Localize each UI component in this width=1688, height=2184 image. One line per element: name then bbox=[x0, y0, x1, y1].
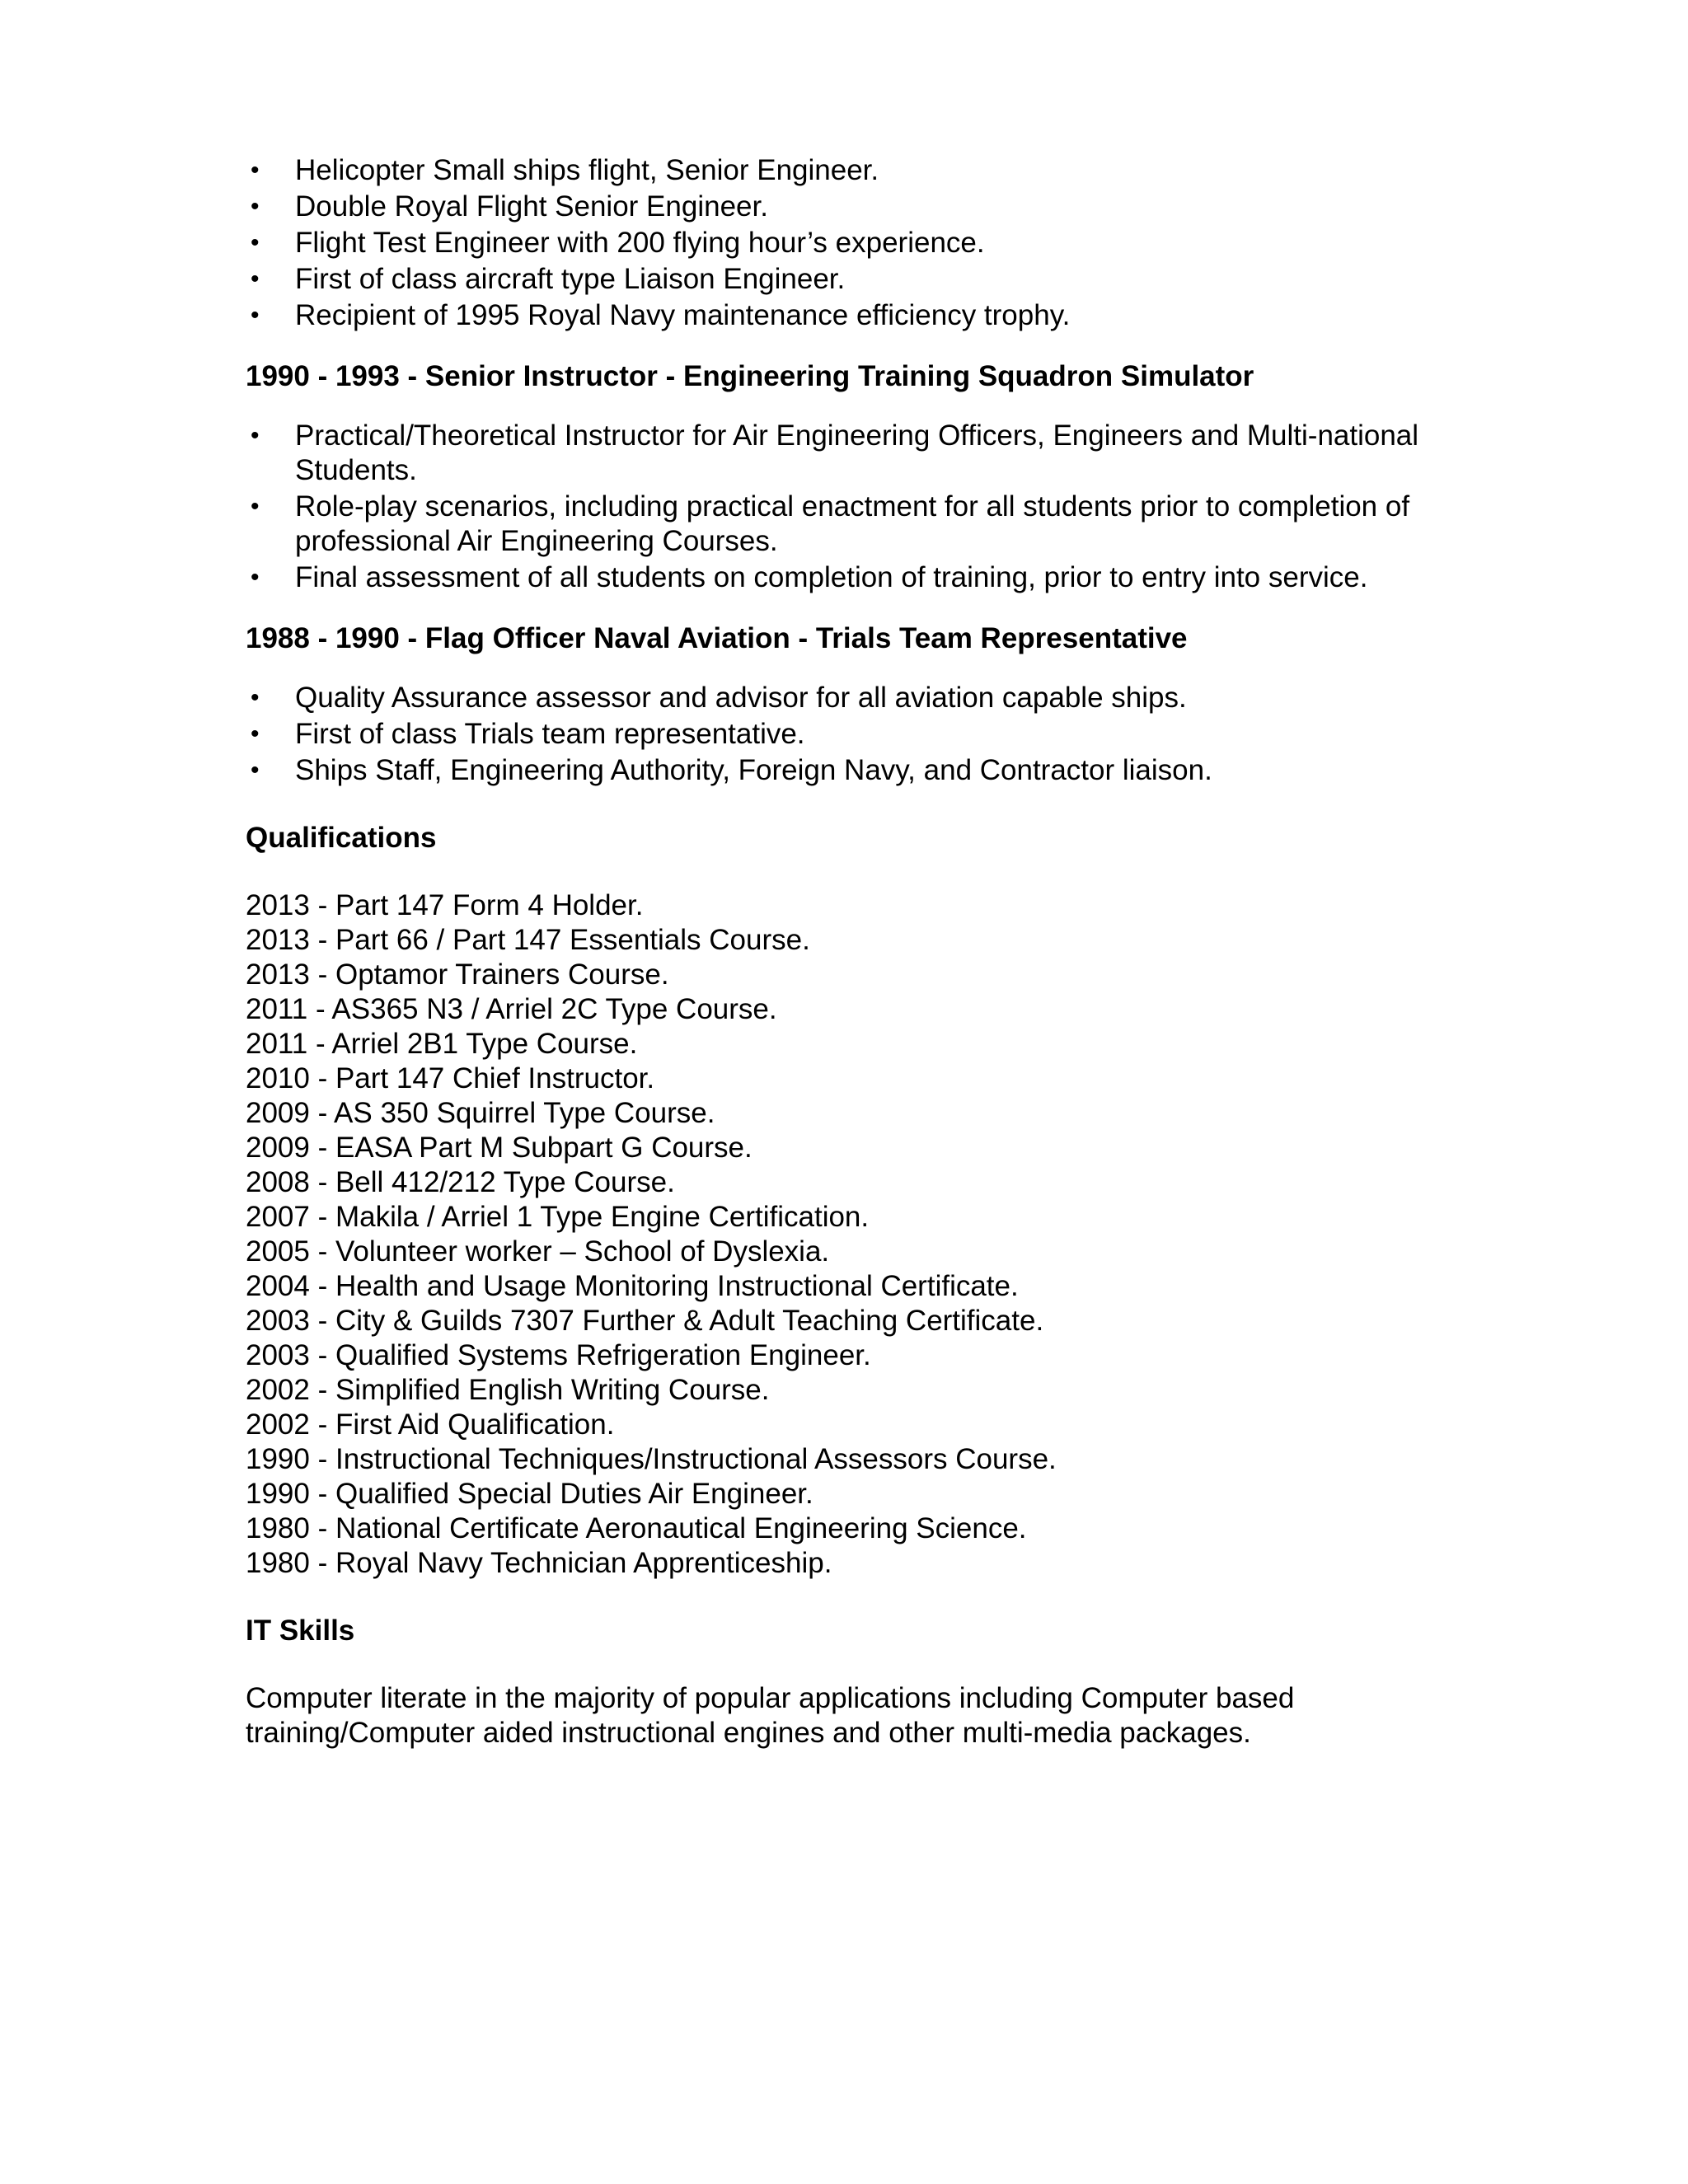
bullet-text: Recipient of 1995 Royal Navy maintenance efficiency trophy. bbox=[295, 299, 1071, 331]
bullet-text: Ships Staff, Engineering Authority, Foreign Navy, and Contractor liaison. bbox=[295, 754, 1212, 786]
qualification-item: 2008 - Bell 412/212 Type Course. bbox=[246, 1166, 675, 1198]
qualification-item: 1990 - Qualified Special Duties Air Engineer. bbox=[246, 1478, 814, 1510]
bullet-icon: • bbox=[251, 757, 260, 784]
qualification-item: 2009 - AS 350 Squirrel Type Course. bbox=[246, 1097, 715, 1129]
bullet-text: First of class Trials team representative. bbox=[295, 718, 805, 750]
list-item bbox=[246, 753, 1449, 788]
role-heading-1988: 1988 - 1990 - Flag Officer Naval Aviation - Trials Team Representative bbox=[246, 622, 1188, 654]
bullet-text: Practical/Theoretical Instructor for Air Engineering Officers, Engineers and Multi-national Students. bbox=[295, 419, 1419, 486]
bullet-text: Quality Assurance assessor and advisor for all aviation capable ships. bbox=[295, 682, 1187, 714]
qualification-item: 2011 - AS365 N3 / Arriel 2C Type Course. bbox=[246, 993, 777, 1025]
qualification-item: 2013 - Part 66 / Part 147 Essentials Course. bbox=[246, 924, 810, 956]
qualification-item: 1990 - Instructional Techniques/Instructional Assessors Course. bbox=[246, 1443, 1057, 1475]
list-item bbox=[246, 490, 1449, 559]
qualification-item: 2013 - Part 147 Form 4 Holder. bbox=[246, 889, 644, 921]
intro-bullet-list bbox=[246, 153, 1449, 333]
list-item bbox=[246, 560, 1449, 595]
qualification-item: 1980 - National Certificate Aeronautical Engineering Science. bbox=[246, 1512, 1027, 1544]
list-item bbox=[246, 262, 1449, 297]
bullet-icon: • bbox=[251, 422, 260, 449]
role-1988-bullet-list bbox=[246, 681, 1449, 788]
bullet-icon: • bbox=[251, 564, 260, 591]
bullet-icon: • bbox=[251, 684, 260, 711]
qualifications-list bbox=[246, 888, 1449, 1581]
qualification-item: 2007 - Makila / Arriel 1 Type Engine Certification. bbox=[246, 1201, 870, 1233]
bullet-text: Role-play scenarios, including practical enactment for all students prior to completion of professional Air Engineering Courses. bbox=[295, 490, 1410, 557]
list-item bbox=[246, 153, 1449, 188]
it-skills-heading: IT Skills bbox=[246, 1615, 355, 1647]
list-item bbox=[246, 717, 1449, 752]
bullet-text: First of class aircraft type Liaison Engineer. bbox=[295, 263, 846, 295]
qualification-item: 2002 - First Aid Qualification. bbox=[246, 1408, 615, 1441]
qualification-item: 2010 - Part 147 Chief Instructor. bbox=[246, 1062, 655, 1094]
qualifications-heading: Qualifications bbox=[246, 822, 437, 854]
bullet-icon: • bbox=[251, 229, 260, 256]
qualification-item: 2011 - Arriel 2B1 Type Course. bbox=[246, 1028, 638, 1060]
qualification-item: 2003 - Qualified Systems Refrigeration Engineer. bbox=[246, 1339, 871, 1371]
bullet-icon: • bbox=[251, 493, 260, 520]
bullet-text: Flight Test Engineer with 200 flying hour’s experience. bbox=[295, 227, 985, 259]
list-item bbox=[246, 226, 1449, 260]
list-item bbox=[246, 190, 1449, 224]
qualification-item: 1980 - Royal Navy Technician Apprenticeship. bbox=[246, 1547, 832, 1579]
list-item bbox=[246, 419, 1449, 488]
bullet-text: Helicopter Small ships flight, Senior Engineer. bbox=[295, 154, 879, 186]
qualification-item: 2005 - Volunteer worker – School of Dyslexia. bbox=[246, 1235, 830, 1268]
qualification-item: 2003 - City & Guilds 7307 Further & Adult Teaching Certificate. bbox=[246, 1305, 1044, 1337]
bullet-icon: • bbox=[251, 302, 260, 329]
bullet-icon: • bbox=[251, 157, 260, 184]
bullet-text: Double Royal Flight Senior Engineer. bbox=[295, 190, 768, 223]
resume-page bbox=[246, 153, 1449, 1750]
bullet-text: Final assessment of all students on completion of training, prior to entry into service. bbox=[295, 561, 1368, 593]
role-1990-bullet-list bbox=[246, 419, 1449, 595]
it-skills-text: Computer literate in the majority of popular applications including Computer based training/Computer aided instructional engines and other multi-media packages. bbox=[246, 1682, 1295, 1749]
qualification-item: 2013 - Optamor Trainers Course. bbox=[246, 958, 669, 991]
role-heading-1990: 1990 - 1993 - Senior Instructor - Engineering Training Squadron Simulator bbox=[246, 360, 1254, 392]
qualification-item: 2004 - Health and Usage Monitoring Instructional Certificate. bbox=[246, 1270, 1019, 1302]
bullet-icon: • bbox=[251, 720, 260, 748]
list-item bbox=[246, 681, 1449, 715]
qualification-item: 2002 - Simplified English Writing Course. bbox=[246, 1374, 770, 1406]
bullet-icon: • bbox=[251, 193, 260, 220]
bullet-icon: • bbox=[251, 265, 260, 293]
list-item bbox=[246, 298, 1449, 333]
qualification-item: 2009 - EASA Part M Subpart G Course. bbox=[246, 1132, 753, 1164]
